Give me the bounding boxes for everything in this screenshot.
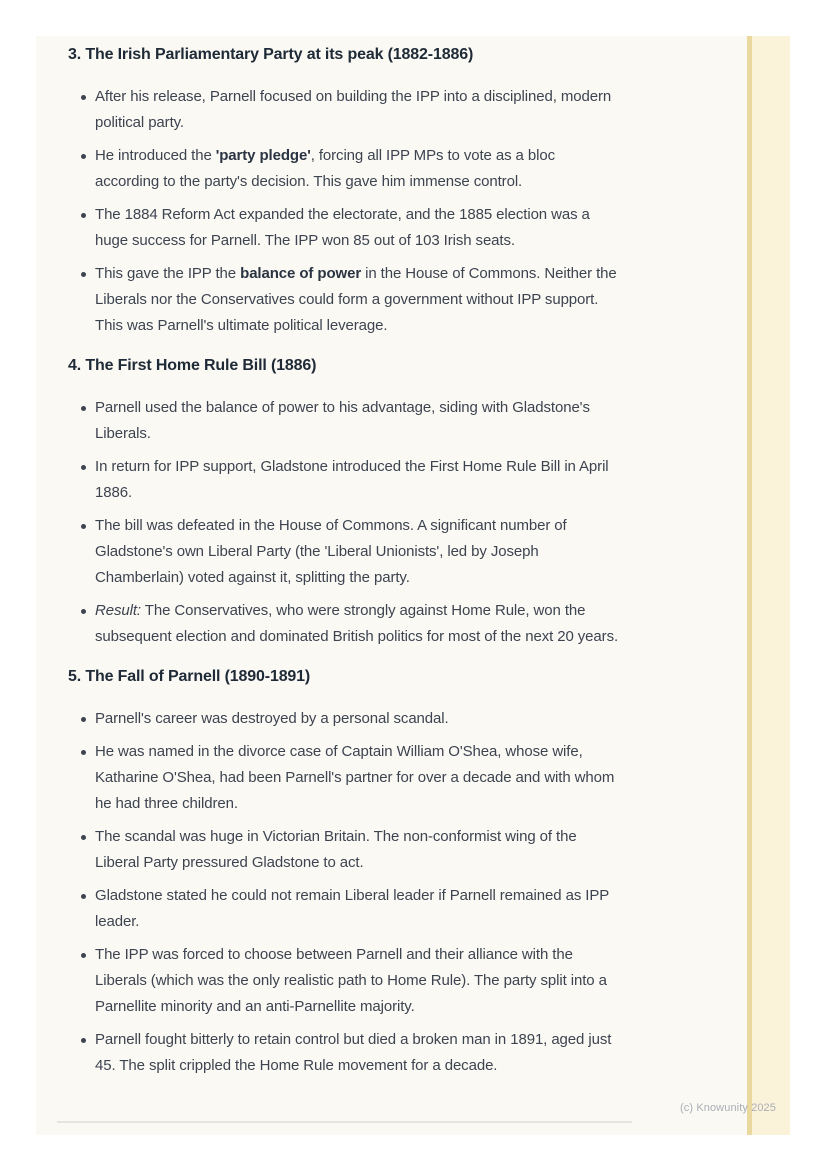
bullet-item [68, 739, 620, 817]
bullet-item [68, 1027, 620, 1079]
body-text: , forcing all IPP MPs to vote as a bloc according to the party's decision. This gave him immense control. [95, 147, 555, 190]
document-card [36, 36, 790, 1135]
body-text: Gladstone stated he could not remain Liberal leader if Parnell remained as IPP leader. [95, 887, 609, 930]
bullet-item [68, 395, 620, 447]
bullet-item [68, 261, 620, 339]
bullet-item [68, 143, 620, 195]
body-text: The Conservatives, who were strongly against Home Rule, won the subsequent election and dominated British politics for most of the next 20 years. [95, 602, 619, 645]
section-heading: 5. The Fall of Parnell (1890-1891) [68, 668, 311, 685]
bullet-item [68, 513, 620, 591]
bullet-item [68, 824, 620, 876]
body-text: The IPP was forced to choose between Parnell and their alliance with the Liberals (which was the only realistic path to Home Rule). The party split into a Parnellite minority and an anti-Parnellite majority. [95, 946, 607, 1015]
body-text: The bill was defeated in the House of Commons. A significant number of Gladstone's own Liberal Party (the 'Liberal Unionists', led by Joseph Chamberlain) voted against it, splitting the party. [95, 517, 567, 586]
body-text: Parnell used the balance of power to his advantage, siding with Gladstone's Liberals. [95, 399, 590, 442]
bullet-list [68, 395, 620, 650]
body-text: in the House of Commons. Neither the Liberals nor the Conservatives could form a government without IPP support. This was Parnell's ultimate political leverage. [95, 265, 617, 334]
document-content [68, 42, 620, 1086]
section-heading: 3. The Irish Parliamentary Party at its peak (1882-1886) [68, 46, 474, 63]
body-text: He was named in the divorce case of Captain William O'Shea, whose wife, Katharine O'Shea, had been Parnell's partner for over a decade and with whom he had three children. [95, 743, 615, 812]
section-heading: 4. The First Home Rule Bill (1886) [68, 357, 317, 374]
bold-text: 'party pledge' [215, 147, 311, 164]
footer-divider [57, 1121, 632, 1123]
bullet-list [68, 84, 620, 339]
bullet-list [68, 706, 620, 1079]
bullet-item [68, 883, 620, 935]
body-text: This gave the IPP the [95, 265, 241, 282]
body-text: After his release, Parnell focused on building the IPP into a disciplined, modern political party. [95, 88, 612, 131]
bullet-item [68, 942, 620, 1020]
bullet-item [68, 202, 620, 254]
bullet-item [68, 598, 620, 650]
bullet-item [68, 454, 620, 506]
italic-text: Result: [95, 602, 141, 619]
bullet-item [68, 84, 620, 136]
body-text: Parnell's career was destroyed by a personal scandal. [95, 710, 449, 727]
body-text: He introduced the [95, 147, 216, 164]
body-text: Parnell fought bitterly to retain control but died a broken man in 1891, aged just 45. The split crippled the Home Rule movement for a decade. [95, 1031, 612, 1074]
bullet-item [68, 706, 620, 732]
bold-text: balance of power [240, 265, 362, 282]
body-text: The 1884 Reform Act expanded the electorate, and the 1885 election was a huge success for Parnell. The IPP won 85 out of 103 Irish seats. [95, 206, 590, 249]
page-edge-stripe [747, 36, 790, 1135]
body-text: In return for IPP support, Gladstone introduced the First Home Rule Bill in April 1886. [95, 458, 609, 501]
body-text: The scandal was huge in Victorian Britain. The non-conformist wing of the Liberal Party pressured Gladstone to act. [95, 828, 577, 871]
copyright-text: (c) Knowunity 2025 [680, 1102, 776, 1114]
